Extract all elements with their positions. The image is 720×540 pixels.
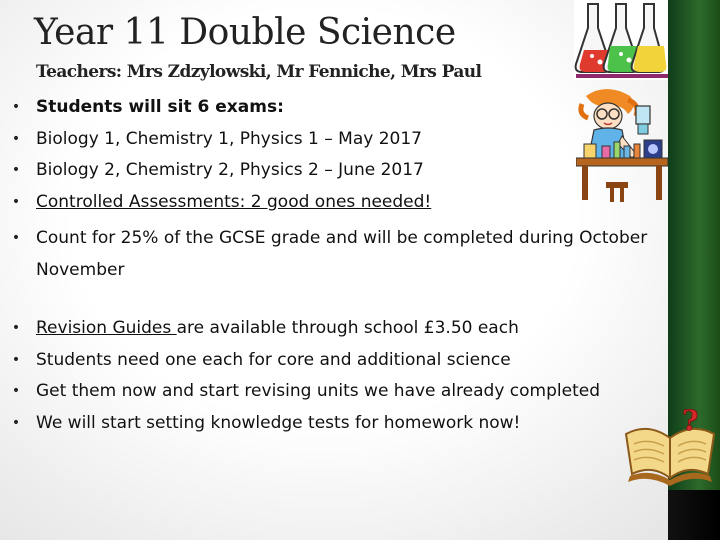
list-item: • Students need one each for core and additional science (10, 345, 600, 377)
bullet-icon: • (11, 193, 21, 210)
bullet-icon: • (11, 414, 21, 431)
scientist-clipart-icon (576, 86, 668, 204)
question-mark: ? (682, 404, 699, 437)
chemistry-flasks-icon (574, 0, 668, 80)
list-item: • We will start setting knowledge tests for homework now! (10, 408, 600, 440)
revision-info-list (10, 313, 600, 439)
list-item: • Biology 2, Chemistry 2, Physics 2 – June 2017 (10, 155, 647, 187)
list-item: • Revision Guides are available through school £3.50 each (10, 313, 600, 345)
list-item: • Get them now and start revising units we have already completed (10, 376, 600, 408)
bullet-icon: • (11, 230, 21, 246)
list-item: • Controlled Assessments: 2 good ones needed! (10, 187, 647, 219)
revision-guides-link[interactable]: Revision Guides (36, 318, 177, 338)
exam-info-list (10, 92, 647, 286)
teachers-subtitle: Teachers: Mrs Zdzylowski, Mr Fenniche, Mrs Paul (36, 62, 482, 82)
bullet-icon: • (11, 351, 21, 368)
bullet-icon: • (11, 383, 21, 399)
list-item: • Count for 25% of the GCSE grade and will be completed during October November (10, 218, 647, 286)
bullet-icon: • (11, 99, 21, 115)
bullet-icon: • (11, 162, 21, 178)
bullet-icon: • (11, 130, 21, 147)
list-item: • Students will sit 6 exams: (10, 92, 647, 124)
list-item: • Biology 1, Chemistry 1, Physics 1 – May 2017 (10, 124, 647, 156)
question-book-icon (622, 404, 720, 486)
slide-title: Year 11 Double Science (34, 12, 456, 53)
bullet-icon: • (11, 320, 21, 336)
